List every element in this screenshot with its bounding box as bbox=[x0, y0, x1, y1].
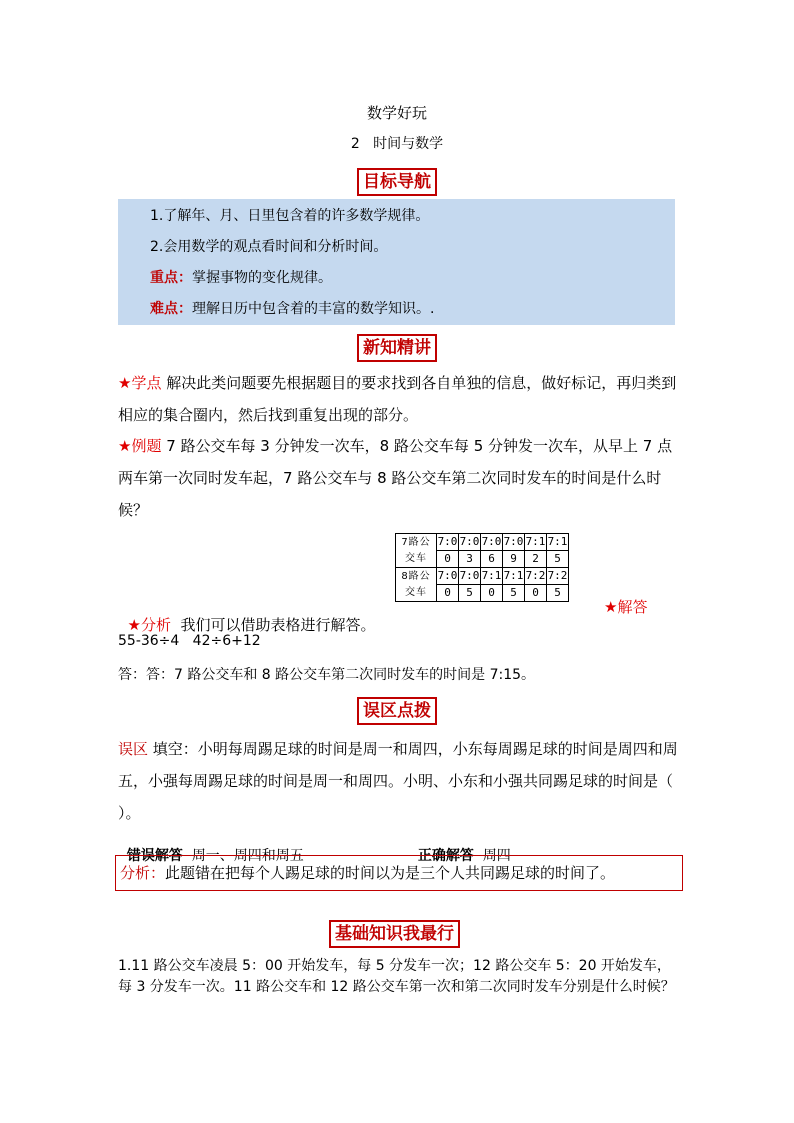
timetable-cell: 5 bbox=[547, 585, 569, 602]
answer-label: ★解答 bbox=[604, 598, 648, 616]
correct-answer-text: 周四 bbox=[473, 848, 511, 864]
wrong-answer-text: 周一、周四和周五 bbox=[182, 848, 304, 864]
timetable-cell: 7:0 bbox=[459, 568, 481, 585]
analysis bbox=[118, 596, 376, 635]
timetable-cell: 5 bbox=[459, 585, 481, 602]
page-subtitle: 2 时间与数学 bbox=[350, 136, 444, 152]
key-point-label: 重点： bbox=[150, 270, 192, 286]
timetable-cell: 2 bbox=[525, 551, 547, 568]
pitfall-analysis-box bbox=[115, 855, 683, 891]
pitfall-text: 填空：小明每周踢足球的时间是周一和周四，小东每周踢足球的时间是周四和周五，小强每周踢足球的时间是周一和周四。小明、小东和小强共同踢足球的时间是（ ）。 bbox=[118, 740, 678, 822]
pitfall-question bbox=[118, 733, 678, 829]
learning-point-text: 解决此类问题要先根据题目的要求找到各自单独的信息，做好标记，再归类到相应的集合圈内，然后找到重复出现的部分。 bbox=[118, 374, 677, 424]
goal-difficulty bbox=[150, 299, 434, 319]
difficulty-label: 难点： bbox=[150, 301, 192, 317]
page-title: 数学好玩 bbox=[366, 104, 427, 122]
pitfall-analysis-text: 此题错在把每个人踢足球的时间以为是三个人共同踢足球的时间了。 bbox=[165, 864, 616, 882]
timetable-cell: 7:0 bbox=[437, 568, 459, 585]
timetable-cell: 7:2 bbox=[525, 568, 547, 585]
timetable-cell: 3 bbox=[459, 551, 481, 568]
calculation: 55-36÷4 42÷6+12 bbox=[118, 633, 261, 649]
wrong-answer-label: 错误解答 bbox=[126, 848, 183, 864]
timetable-cell: 7:0 bbox=[503, 534, 525, 551]
timetable-row bbox=[396, 534, 569, 551]
difficulty-text: 理解日历中包含着的丰富的数学知识。. bbox=[192, 301, 435, 317]
pitfall-label: 误区 bbox=[118, 740, 149, 758]
section-title-new-knowledge: 新知精讲 bbox=[357, 334, 437, 362]
timetable-row-label: 7路公交车 bbox=[396, 534, 437, 568]
section-title-goals: 目标导航 bbox=[357, 168, 437, 196]
key-point-text: 掌握事物的变化规律。 bbox=[192, 270, 332, 286]
example-label: ★例题 bbox=[118, 437, 162, 455]
learning-point-label: ★学点 bbox=[118, 374, 162, 392]
timetable-cell: 0 bbox=[437, 551, 459, 568]
timetable-cell: 7:1 bbox=[503, 568, 525, 585]
timetable-cell: 7:0 bbox=[459, 534, 481, 551]
timetable-cell: 0 bbox=[481, 585, 503, 602]
example-text: 7 路公交车每 3 分钟发一次车，8 路公交车每 5 分钟发一次车，从早上 7 点两车第一次同时发车起，7 路公交车与 8 路公交车第二次同时发车的时间是什么时候？ bbox=[118, 437, 673, 519]
analysis-label: ★分析 bbox=[127, 616, 171, 634]
timetable-cell: 7:1 bbox=[547, 534, 569, 551]
goal-item-2: 2.会用数学的观点看时间和分析时间。 bbox=[150, 239, 388, 255]
basics-question-1: 1.11 路公交车凌晨 5：00 开始发车，每 5 分发车一次；12 路公交车 5：20 开始发车，每 3 分发车一次。11 路公交车和 12 路公交车第一次和第二次同时发车分别是什么时候？ bbox=[118, 958, 675, 995]
section-title-basics: 基础知识我最行 bbox=[329, 920, 460, 948]
example bbox=[118, 430, 678, 526]
timetable-cell: 7:1 bbox=[481, 568, 503, 585]
correct-answer-label: 正确解答 bbox=[417, 848, 474, 864]
timetable bbox=[395, 533, 569, 602]
timetable-cell: 9 bbox=[503, 551, 525, 568]
analysis-text: 我们可以借助表格进行解答。 bbox=[171, 616, 376, 634]
timetable-cell: 6 bbox=[481, 551, 503, 568]
answer-text: 答：答：7 路公交车和 8 路公交车第二次同时发车的时间是 7:15。 bbox=[118, 667, 536, 683]
goal-key-point bbox=[150, 268, 332, 288]
timetable-cell: 7:2 bbox=[547, 568, 569, 585]
timetable-cell: 0 bbox=[437, 585, 459, 602]
pitfall-analysis-label: 分析： bbox=[120, 864, 166, 882]
timetable-row bbox=[396, 568, 569, 585]
section-title-pitfalls: 误区点拨 bbox=[357, 697, 437, 725]
timetable-cell: 0 bbox=[525, 585, 547, 602]
goal-item-1: 1.了解年、月、日里包含着的许多数学规律。 bbox=[150, 208, 430, 224]
timetable-cell: 7:0 bbox=[437, 534, 459, 551]
timetable-cell: 7:1 bbox=[525, 534, 547, 551]
timetable-cell: 5 bbox=[547, 551, 569, 568]
timetable-cell: 7:0 bbox=[481, 534, 503, 551]
timetable-cell: 5 bbox=[503, 585, 525, 602]
timetable-row-label: 8路公交车 bbox=[396, 568, 437, 602]
learning-point bbox=[118, 367, 678, 431]
